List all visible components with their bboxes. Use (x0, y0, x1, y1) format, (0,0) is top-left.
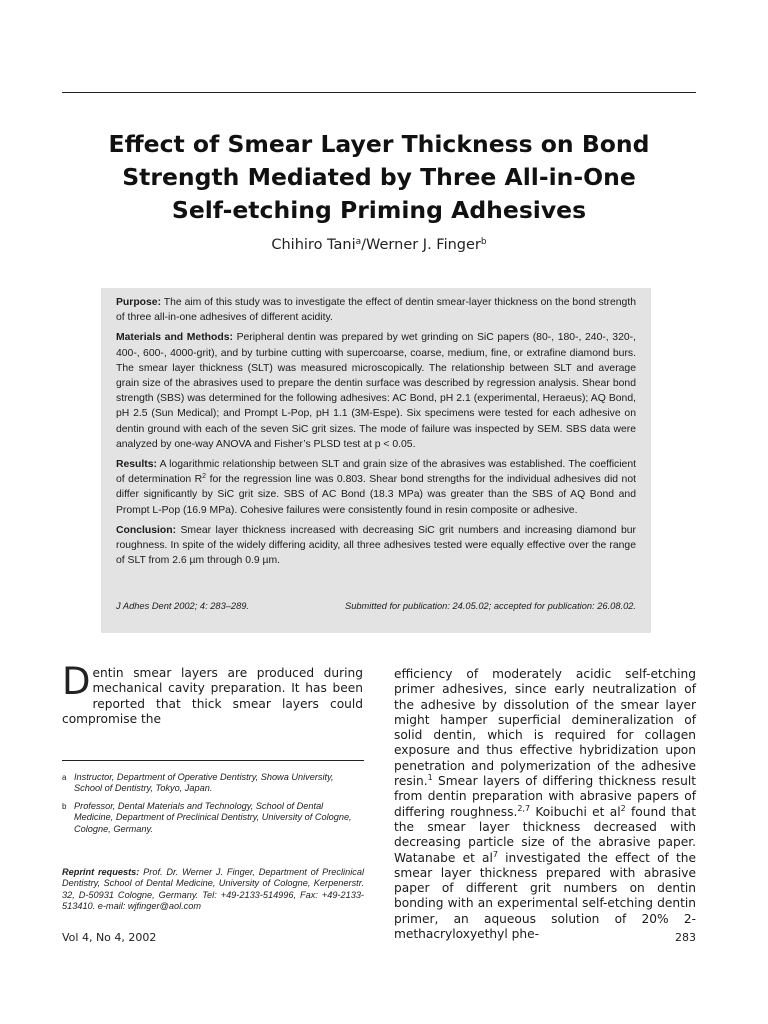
body-text: investigated the effect of the smear layer thickness prepared with abrasive paper of different grit numbers on dentin bonding with an experimental self-etching dentin primer, an aqueous solution of 20% 2-methacryloxyethyl phe- (394, 850, 697, 942)
purpose-label: Purpose: (116, 297, 162, 308)
author-1-affiliation-mark: a (355, 237, 362, 247)
footnote-text: Instructor, Department of Operative Dentistry, Showa University, School of Dentistry, Tokyo, Japan. (74, 772, 334, 794)
conclusion-label: Conclusion: (116, 524, 177, 536)
journal-citation: J Adhes Dent 2002; 4: 283–289. (116, 600, 250, 611)
reference-superscript: 1 (427, 773, 433, 783)
reprint-label: Reprint requests: (62, 867, 140, 877)
footnote-a (62, 772, 364, 795)
results-label: Results: (116, 459, 157, 471)
purpose-text: The aim of this study was to investigate the effect of dentin smear-layer thickness on the bond strength of three all-in-one adhesives of different acidity. (116, 297, 636, 324)
body-text: Koibuchi et al (530, 804, 621, 819)
submission-dates: Submitted for publication: 24.05.02; accepted for publication: 26.08.02. (345, 600, 636, 611)
results-text-a: A logarithmic relationship between SLT and grain size of the abrasives was established. The coefficient of determination R (116, 459, 636, 486)
top-rule (62, 92, 696, 93)
body-column-left (62, 660, 363, 727)
author-1: Chihiro Tani (271, 237, 356, 253)
body-text: efficiency of moderately acidic self-etching primer adhesives, since early neutralization of the adhesive by dissolution of the smear layer might hamper superficial demineralization of solid dentin, which is required for collagen exposure and thus effective hybridization upon penetration and polymerization of the adhesive resin. (394, 667, 696, 789)
conclusion-text: Smear layer thickness increased with decreasing SiC grit numbers and increasing diamond bur roughness. In spite of the widely differing acidity, all three adhesives tested were equally effective over the range of SLT from 2.6 µm through 0.9 µm. (116, 524, 636, 567)
footnote-rule (62, 760, 364, 761)
body-text: found that the smear layer thickness decreased with decreasing particle size of the abrasive paper. Watanabe et al (394, 804, 696, 865)
reprint-requests (62, 867, 364, 913)
page-number: 283 (675, 931, 696, 944)
body-paragraph-right (394, 667, 696, 942)
paper-title (62, 128, 696, 227)
intro-paragraph (62, 660, 363, 727)
abstract-purpose (116, 295, 636, 325)
reference-superscript: 7 (492, 849, 498, 859)
title-line-2: Strength Mediated by Three All-in-One (122, 163, 636, 191)
title-line-3: Self-etching Priming Adhesives (171, 196, 587, 224)
footnote-text: Professor, Dental Materials and Technology, School of Dental Medicine, Department of Preclinical Dentistry, University of Cologne, Cologne, Germany. (74, 800, 352, 834)
results-superscript: 2 (202, 473, 207, 481)
footnote-mark: a (62, 773, 67, 782)
citation-line (116, 599, 636, 614)
title-line-1: Effect of Smear Layer Thickness on Bond (108, 130, 650, 158)
methods-label: Materials and Methods: (116, 332, 233, 344)
body-column-right (394, 667, 696, 942)
methods-text: Peripheral dentin was prepared by wet grinding on SiC papers (80-, 180-, 240-, 320-, 400-, 600-, 4000-grit), and by turbine cutting with supercoarse, coarse, medium, fine, or extrafine diamond burs. The smear layer thickness (SLT) was measured microscopically. The relationship between SLT and average grain size of the abrasives used to prepare the dentin surface was described by regression analysis. Shear bond strength (SBS) was determined for the following adhesives: AC Bond, pH 2.1 (experimental, Heraeus); AQ Bond, pH 2.5 (Sun Medical); and Prompt L-Pop, pH 1.1 (3M-Espe). Six specimens were tested for each adhesive on dentin ground with each of the seven SiC grit sizes. The mode of failure was inspected by SEM. SBS data were analyzed by one-way ANOVA and Fisher’s PLSD test at p < 0.05. (116, 332, 636, 450)
affiliation-footnotes (62, 772, 364, 841)
footer-issue: Vol 4, No 4, 2002 (62, 931, 157, 944)
abstract-box (101, 288, 651, 633)
body-text: Smear layers of differing thickness result from dentin preparation with abrasive papers of differing roughness. (394, 774, 696, 819)
author-separator: / (361, 237, 367, 253)
results-text-b: for the regression line was 0.803. Shear bond strengths for the individual adhesives did not differ significantly by SiC grit size. SBS of AC Bond (18.3 MPa) was greater than the SBS of AQ Bond and Prompt L-Pop (16.9 MPa). Cohesive failures were consistently found in resin composite or adhesive. (116, 474, 636, 516)
abstract-results (116, 457, 636, 518)
abstract-methods (116, 330, 636, 452)
reference-superscript: 2 (620, 803, 626, 813)
reference-superscript: 2,7 (517, 803, 531, 813)
intro-text: entin smear layers are produced during mechanical cavity preparation. It has been reported that thick smear layers could compromise the (62, 666, 363, 726)
abstract-conclusion (116, 523, 636, 569)
author-2: Werner J. Finger (366, 237, 481, 253)
author-line (62, 237, 696, 253)
footnote-mark: b (62, 801, 67, 811)
author-2-affiliation-mark: b (480, 237, 487, 247)
reprint-text: Prof. Dr. Werner J. Finger, Department of Preclinical Dentistry, School of Dental Medicine, University of Cologne, Kerpenerstr. 32, D-50931 Cologne, Germany. Tel: +49-2133-514996, Fax: +49-2133-513410. e-mail: wjfinger@aol.com (62, 867, 364, 912)
footnote-b (62, 801, 364, 835)
drop-cap: D (62, 660, 91, 703)
